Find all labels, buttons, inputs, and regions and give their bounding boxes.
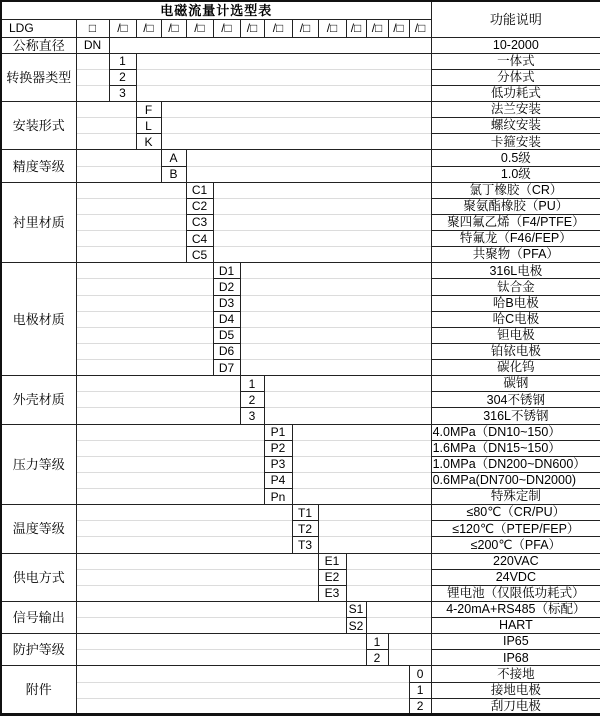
code-cell: 1 — [240, 376, 264, 392]
function-description-cell: 钽电极 — [431, 327, 600, 343]
code-cell: 1 — [366, 634, 388, 650]
table-row — [1, 666, 600, 682]
spacer-cell — [76, 456, 264, 472]
code-cell: D1 — [213, 263, 240, 279]
table-row — [1, 182, 600, 198]
table-row — [1, 360, 600, 376]
model-slot: /□ — [292, 19, 318, 37]
spacer-cell — [161, 102, 431, 118]
model-box-slot: □ — [76, 19, 109, 37]
spacer-cell — [76, 118, 136, 134]
spacer-cell — [76, 166, 161, 182]
spacer-cell — [240, 360, 431, 376]
code-cell: C5 — [186, 247, 213, 263]
table-row — [1, 489, 600, 505]
table-row — [1, 150, 600, 166]
code-cell: B — [161, 166, 186, 182]
code-cell: C2 — [186, 198, 213, 214]
function-description-cell: 哈C电极 — [431, 311, 600, 327]
function-description-cell: 氯丁橡胶（CR） — [431, 182, 600, 198]
code-cell: DN — [76, 37, 109, 53]
table-row — [1, 166, 600, 182]
table-row — [1, 585, 600, 601]
code-cell: C4 — [186, 231, 213, 247]
code-cell: F — [136, 102, 161, 118]
code-cell: S2 — [346, 618, 366, 634]
spacer-cell — [76, 295, 213, 311]
function-description-cell: 铂铱电极 — [431, 343, 600, 359]
section-label: 附件 — [1, 666, 76, 715]
function-description-cell: 一体式 — [431, 53, 600, 69]
spacer-cell — [76, 279, 213, 295]
table-row — [1, 424, 600, 440]
table-row — [1, 311, 600, 327]
section-label: 精度等级 — [1, 150, 76, 182]
spacer-cell — [76, 489, 264, 505]
table-row — [1, 521, 600, 537]
function-description-cell: IP68 — [431, 650, 600, 666]
code-cell: 3 — [109, 85, 136, 101]
spacer-cell — [76, 521, 292, 537]
spacer-cell — [318, 505, 431, 521]
table-row — [1, 263, 600, 279]
section-label: 信号输出 — [1, 601, 76, 633]
table-title: 电磁流量计选型表 — [1, 1, 431, 19]
spacer-cell — [76, 698, 409, 714]
table-row — [1, 392, 600, 408]
spacer-cell — [292, 440, 431, 456]
table-row — [1, 134, 600, 150]
code-cell: D2 — [213, 279, 240, 295]
spacer-cell — [76, 231, 186, 247]
spacer-cell — [76, 408, 240, 424]
function-description-cell: 碳钢 — [431, 376, 600, 392]
section-label: 电极材质 — [1, 263, 76, 376]
model-slot: /□ — [109, 19, 136, 37]
table-row — [1, 69, 600, 85]
spacer-cell — [76, 150, 161, 166]
function-description-cell: 聚氨酯橡胶（PU） — [431, 198, 600, 214]
spacer-cell — [76, 537, 292, 553]
spacer-cell — [76, 376, 240, 392]
code-cell: C3 — [186, 214, 213, 230]
function-description-cell: 特殊定制 — [431, 489, 600, 505]
spacer-cell — [76, 618, 346, 634]
spacer-cell — [76, 134, 136, 150]
model-slot: /□ — [213, 19, 240, 37]
spacer-cell — [240, 343, 431, 359]
function-description-cell: 共聚物（PFA） — [431, 247, 600, 263]
model-slot: /□ — [318, 19, 346, 37]
table-row — [1, 537, 600, 553]
model-slot: /□ — [240, 19, 264, 37]
function-description-cell: 316L电极 — [431, 263, 600, 279]
table-row — [1, 569, 600, 585]
table-row — [1, 343, 600, 359]
function-description-cell: 卡箍安装 — [431, 134, 600, 150]
table-row — [1, 601, 600, 617]
code-cell: P2 — [264, 440, 292, 456]
table-row — [1, 698, 600, 714]
table-row — [1, 472, 600, 488]
code-cell: P3 — [264, 456, 292, 472]
table-row — [1, 85, 600, 101]
function-description-cell: 24VDC — [431, 569, 600, 585]
spacer-cell — [76, 650, 366, 666]
function-description-cell: IP65 — [431, 634, 600, 650]
table-row — [1, 214, 600, 230]
spacer-cell — [161, 134, 431, 150]
spacer-cell — [264, 392, 431, 408]
code-cell: D4 — [213, 311, 240, 327]
spacer-cell — [366, 601, 431, 617]
spacer-cell — [76, 472, 264, 488]
spacer-cell — [76, 569, 318, 585]
spacer-cell — [76, 666, 409, 682]
code-cell: P4 — [264, 472, 292, 488]
code-cell: 0 — [409, 666, 431, 682]
table-row — [1, 118, 600, 134]
spacer-cell — [76, 182, 186, 198]
spacer-cell — [240, 263, 431, 279]
code-cell: T2 — [292, 521, 318, 537]
spacer-cell — [136, 69, 431, 85]
table-row — [1, 327, 600, 343]
section-label: 温度等级 — [1, 505, 76, 553]
table-row — [1, 37, 600, 53]
code-cell: L — [136, 118, 161, 134]
function-description-cell: HART — [431, 618, 600, 634]
function-description-cell: 低功耗式 — [431, 85, 600, 101]
spacer-cell — [388, 650, 431, 666]
model-slot: /□ — [346, 19, 366, 37]
function-description-cell: 螺纹安装 — [431, 118, 600, 134]
spacer-cell — [388, 634, 431, 650]
function-description-cell: 不接地 — [431, 666, 600, 682]
model-slot: /□ — [264, 19, 292, 37]
spacer-cell — [213, 231, 431, 247]
spacer-cell — [76, 553, 318, 569]
spacer-cell — [186, 150, 431, 166]
spacer-cell — [76, 311, 213, 327]
code-cell: A — [161, 150, 186, 166]
table-row — [1, 247, 600, 263]
spacer-cell — [346, 569, 431, 585]
spacer-cell — [213, 182, 431, 198]
model-slot: /□ — [366, 19, 388, 37]
spacer-cell — [318, 537, 431, 553]
code-cell: 1 — [109, 53, 136, 69]
spacer-cell — [346, 585, 431, 601]
spacer-cell — [366, 618, 431, 634]
function-description-cell: 哈B电极 — [431, 295, 600, 311]
spacer-cell — [76, 634, 366, 650]
code-cell: E1 — [318, 553, 346, 569]
table-row — [1, 682, 600, 698]
function-description-cell: 法兰安装 — [431, 102, 600, 118]
spacer-cell — [240, 295, 431, 311]
code-cell: D7 — [213, 360, 240, 376]
spacer-cell — [76, 214, 186, 230]
function-description-cell: 钛合金 — [431, 279, 600, 295]
spacer-cell — [292, 489, 431, 505]
table-row — [1, 440, 600, 456]
section-label: 衬里材质 — [1, 182, 76, 263]
function-description-cell: 304不锈钢 — [431, 392, 600, 408]
spacer-cell — [213, 214, 431, 230]
table-row — [1, 634, 600, 650]
code-cell: 3 — [240, 408, 264, 424]
function-description-cell: ≤80℃（CR/PU） — [431, 505, 600, 521]
spacer-cell — [292, 424, 431, 440]
table-row — [1, 553, 600, 569]
function-description-cell: 1.0MPa（DN200~DN600） — [431, 456, 600, 472]
spacer-cell — [264, 376, 431, 392]
table-row — [1, 198, 600, 214]
spacer-cell — [213, 198, 431, 214]
section-label: 转换器类型 — [1, 53, 76, 101]
spacer-cell — [292, 456, 431, 472]
code-cell: 2 — [109, 69, 136, 85]
model-slot: /□ — [161, 19, 186, 37]
spacer-cell — [109, 37, 431, 53]
function-description-cell: 1.0级 — [431, 166, 600, 182]
function-description-cell: 220VAC — [431, 553, 600, 569]
spacer-cell — [240, 311, 431, 327]
table-row — [1, 53, 600, 69]
table-row — [1, 618, 600, 634]
spacer-cell — [186, 166, 431, 182]
table-row — [1, 456, 600, 472]
spacer-cell — [76, 263, 213, 279]
code-cell: D3 — [213, 295, 240, 311]
spacer-cell — [318, 521, 431, 537]
spacer-cell — [76, 424, 264, 440]
code-cell: Pn — [264, 489, 292, 505]
code-cell: 2 — [240, 392, 264, 408]
table-row — [1, 102, 600, 118]
spacer-cell — [292, 472, 431, 488]
spacer-cell — [240, 279, 431, 295]
code-cell: E2 — [318, 569, 346, 585]
function-description-cell: 1.6MPa（DN15~150） — [431, 440, 600, 456]
code-cell: 2 — [409, 698, 431, 714]
function-description-cell: 特氟龙（F46/FEP） — [431, 231, 600, 247]
function-description-cell: 4.0MPa（DN10~150） — [431, 424, 600, 440]
section-label: 防护等级 — [1, 634, 76, 666]
spacer-cell — [76, 343, 213, 359]
function-description-cell: 锂电池（仅限低功耗式） — [431, 585, 600, 601]
spacer-cell — [346, 553, 431, 569]
model-slot: /□ — [409, 19, 431, 37]
spacer-cell — [76, 53, 109, 69]
code-cell: S1 — [346, 601, 366, 617]
spacer-cell — [76, 601, 346, 617]
code-cell: 1 — [409, 682, 431, 698]
table-row — [1, 279, 600, 295]
spacer-cell — [76, 392, 240, 408]
code-cell: D5 — [213, 327, 240, 343]
function-description-cell: 10-2000 — [431, 37, 600, 53]
table-row — [1, 295, 600, 311]
spacer-cell — [76, 198, 186, 214]
code-cell: 2 — [366, 650, 388, 666]
section-label: 供电方式 — [1, 553, 76, 601]
table-row — [1, 231, 600, 247]
model-slot: /□ — [136, 19, 161, 37]
function-description-cell: 分体式 — [431, 69, 600, 85]
model-slot: /□ — [388, 19, 409, 37]
function-description-cell: 接地电极 — [431, 682, 600, 698]
spacer-cell — [76, 69, 109, 85]
section-label: 压力等级 — [1, 424, 76, 505]
function-description-cell: ≤200℃（PFA） — [431, 537, 600, 553]
spacer-cell — [264, 408, 431, 424]
spacer-cell — [76, 360, 213, 376]
code-cell: T1 — [292, 505, 318, 521]
section-label: 安装形式 — [1, 102, 76, 150]
table-row — [1, 650, 600, 666]
function-description-cell: 刮刀电极 — [431, 698, 600, 714]
section-label: 公称直径 — [1, 37, 76, 53]
model-slot: /□ — [186, 19, 213, 37]
code-cell: C1 — [186, 182, 213, 198]
spacer-cell — [161, 118, 431, 134]
table-row — [1, 505, 600, 521]
code-cell: K — [136, 134, 161, 150]
function-description-cell: 0.5级 — [431, 150, 600, 166]
function-description-cell: 4-20mA+RS485（标配） — [431, 601, 600, 617]
code-cell: D6 — [213, 343, 240, 359]
section-label: 外壳材质 — [1, 376, 76, 424]
spacer-cell — [76, 327, 213, 343]
spacer-cell — [76, 85, 109, 101]
function-description-cell: 聚四氟乙烯（F4/PTFE） — [431, 214, 600, 230]
function-description-cell: ≤120℃（PTEP/FEP） — [431, 521, 600, 537]
spacer-cell — [76, 247, 186, 263]
function-description-cell: 316L不锈钢 — [431, 408, 600, 424]
spacer-cell — [76, 585, 318, 601]
table-row — [1, 376, 600, 392]
function-description-cell: 0.6MPa(DN700~DN2000) — [431, 472, 600, 488]
spacer-cell — [76, 102, 136, 118]
function-description-cell: 碳化钨 — [431, 360, 600, 376]
spacer-cell — [213, 247, 431, 263]
spacer-cell — [136, 85, 431, 101]
spacer-cell — [136, 53, 431, 69]
code-cell: T3 — [292, 537, 318, 553]
spacer-cell — [76, 505, 292, 521]
spacer-cell — [76, 440, 264, 456]
spacer-cell — [240, 327, 431, 343]
table-row — [1, 408, 600, 424]
model-prefix: LDG — [1, 19, 76, 37]
code-cell: P1 — [264, 424, 292, 440]
code-cell: E3 — [318, 585, 346, 601]
function-description-header: 功能说明 — [431, 1, 600, 37]
spacer-cell — [76, 682, 409, 698]
